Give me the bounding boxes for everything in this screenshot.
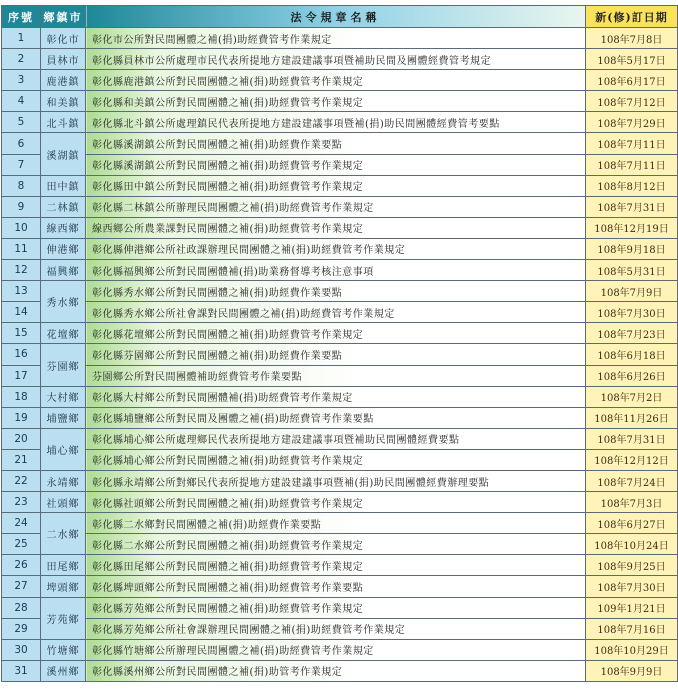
table-row (2, 534, 678, 555)
table-row (2, 597, 678, 618)
table-row (2, 660, 678, 681)
row-township: 永靖鄉 (41, 470, 86, 491)
row-township: 員林市 (41, 49, 86, 70)
table-row (2, 407, 678, 428)
row-revision-date: 108年7月31日 (586, 196, 678, 217)
row-revision-date: 108年10月29日 (586, 639, 678, 660)
row-serial: 23 (2, 492, 41, 513)
header-regulation-name: 法令規章名稱 (86, 6, 586, 28)
row-revision-date: 108年7月16日 (586, 618, 678, 639)
row-township: 二水鄉 (41, 513, 86, 555)
row-serial: 6 (2, 133, 41, 154)
row-regulation-name: 彰化縣福興鄉公所對民間團體補(捐)助業務督導考核注意事項 (86, 260, 586, 281)
row-serial: 27 (2, 576, 41, 597)
regulations-table (1, 5, 678, 682)
row-revision-date: 108年9月18日 (586, 238, 678, 259)
row-regulation-name: 彰化縣田中鎮公所對民間團體之補(捐)助經費管考作業規定 (86, 175, 586, 196)
row-revision-date: 108年11月26日 (586, 407, 678, 428)
row-serial: 3 (2, 70, 41, 91)
row-regulation-name: 彰化縣鹿港鎮公所對民間團體之補(捐)助經費管考作業規定 (86, 70, 586, 91)
row-revision-date: 108年7月30日 (586, 302, 678, 323)
row-serial: 14 (2, 302, 41, 323)
row-serial: 31 (2, 660, 41, 681)
table-row (2, 513, 678, 534)
row-township: 大村鄉 (41, 386, 86, 407)
table-row (2, 576, 678, 597)
row-regulation-name: 彰化縣二林鎮公所辦理民間團體之補(捐)助經費管考作業規定 (86, 196, 586, 217)
row-revision-date: 108年9月9日 (586, 660, 678, 681)
row-revision-date: 108年12月19日 (586, 217, 678, 238)
row-township: 田尾鄉 (41, 555, 86, 576)
header-row (2, 6, 678, 28)
row-regulation-name: 彰化縣溪湖鎮公所對民間團體之補(捐)助經費作業要點 (86, 133, 586, 154)
row-serial: 18 (2, 386, 41, 407)
row-township: 北斗鎮 (41, 112, 86, 133)
row-regulation-name: 線西鄉公所農業課對民間團體之補(捐)助經費管考作業規定 (86, 217, 586, 238)
table-row (2, 449, 678, 470)
row-revision-date: 108年7月11日 (586, 133, 678, 154)
row-serial: 4 (2, 91, 41, 112)
table-row (2, 49, 678, 70)
table-row (2, 323, 678, 344)
row-township: 福興鄉 (41, 260, 86, 281)
row-revision-date: 108年6月26日 (586, 365, 678, 386)
row-regulation-name: 彰化縣秀水鄉公所社會課對民間團體之補(捐)助經費管考作業規定 (86, 302, 586, 323)
row-serial: 25 (2, 534, 41, 555)
row-township: 田中鎮 (41, 175, 86, 196)
table-row (2, 238, 678, 259)
row-serial: 7 (2, 154, 41, 175)
row-township: 和美鎮 (41, 91, 86, 112)
row-serial: 16 (2, 344, 41, 365)
table-row (2, 639, 678, 660)
row-township: 竹塘鄉 (41, 639, 86, 660)
row-serial: 15 (2, 323, 41, 344)
row-regulation-name: 彰化縣芬園鄉公所對民間團體之補(捐)助經費作業要點 (86, 344, 586, 365)
row-township: 彰化市 (41, 28, 86, 49)
row-township: 二林鎮 (41, 196, 86, 217)
row-regulation-name: 彰化縣二水鄉對民間團體之補(捐)助經費作業要點 (86, 513, 586, 534)
row-township: 社頭鄉 (41, 492, 86, 513)
table-row (2, 70, 678, 91)
table-row (2, 154, 678, 175)
row-township: 溪湖鎮 (41, 133, 86, 175)
row-revision-date: 108年7月30日 (586, 576, 678, 597)
table-row (2, 217, 678, 238)
row-township: 溪州鄉 (41, 660, 86, 681)
table-row (2, 28, 678, 49)
row-regulation-name: 彰化縣竹塘鄉公所辦理民間團體之補(捐)助經費管考作業規定 (86, 639, 586, 660)
row-serial: 24 (2, 513, 41, 534)
row-revision-date: 108年7月11日 (586, 154, 678, 175)
table-row (2, 302, 678, 323)
row-serial: 30 (2, 639, 41, 660)
row-regulation-name: 彰化縣花壇鄉公所對民間團體之補(捐)助經費管考作業規定 (86, 323, 586, 344)
row-regulation-name: 彰化縣和美鎮公所對民間團體之補(捐)助經費管考作業規定 (86, 91, 586, 112)
row-serial: 28 (2, 597, 41, 618)
row-regulation-name: 彰化縣北斗鎮公所處理鎮民代表所提地方建設建議事項暨補(捐)助民間團體經費管考要點 (86, 112, 586, 133)
table-row (2, 196, 678, 217)
row-revision-date: 108年7月24日 (586, 470, 678, 491)
row-serial: 9 (2, 196, 41, 217)
table-row (2, 344, 678, 365)
row-regulation-name: 彰化縣社頭鄉公所對民間團體之補(捐)助經費管考作業規定 (86, 492, 586, 513)
row-township: 埤頭鄉 (41, 576, 86, 597)
row-township: 伸港鄉 (41, 238, 86, 259)
table-row (2, 91, 678, 112)
row-serial: 29 (2, 618, 41, 639)
row-revision-date: 108年5月31日 (586, 260, 678, 281)
row-serial: 12 (2, 260, 41, 281)
row-serial: 13 (2, 281, 41, 302)
row-regulation-name: 彰化縣田尾鄉公所對民間團體之補(捐)助經費管考作業規定 (86, 555, 586, 576)
row-serial: 8 (2, 175, 41, 196)
header-revision-date: 新(修)訂日期 (586, 6, 678, 28)
row-revision-date: 108年7月3日 (586, 492, 678, 513)
row-regulation-name: 彰化縣永靖鄉公所對鄉民代表所提地方建設建議事項暨補(捐)助民間團體經費辦理要點 (86, 470, 586, 491)
row-regulation-name: 彰化縣溪州鄉公所對民間團體之補(捐)助管考作業規定 (86, 660, 586, 681)
row-revision-date: 108年7月2日 (586, 386, 678, 407)
table-row (2, 386, 678, 407)
row-serial: 22 (2, 470, 41, 491)
row-revision-date: 108年7月9日 (586, 281, 678, 302)
row-township: 秀水鄉 (41, 281, 86, 323)
row-revision-date: 108年6月17日 (586, 70, 678, 91)
table-row (2, 175, 678, 196)
row-regulation-name: 彰化縣溪湖鎮公所對民間團體之補(捐)助經費管考作業規定 (86, 154, 586, 175)
row-serial: 10 (2, 217, 41, 238)
row-revision-date: 108年12月12日 (586, 449, 678, 470)
row-serial: 26 (2, 555, 41, 576)
row-regulation-name: 芬園鄉公所對民間團體補助經費管考作業要點 (86, 365, 586, 386)
table-row (2, 133, 678, 154)
row-serial: 20 (2, 428, 41, 449)
table-row (2, 555, 678, 576)
row-regulation-name: 彰化縣二水鄉公所對民間團體之補(捐)助經費管考作業規定 (86, 534, 586, 555)
row-serial: 21 (2, 449, 41, 470)
row-regulation-name: 彰化縣員林市公所處理市民代表所提地方建設建議事項暨補助民間及團體經費管考規定 (86, 49, 586, 70)
row-serial: 19 (2, 407, 41, 428)
row-revision-date: 108年7月29日 (586, 112, 678, 133)
row-regulation-name: 彰化縣伸港鄉公所社政課辦理民間團體之補(捐)助經費管考作業規定 (86, 238, 586, 259)
row-regulation-name: 彰化縣大村鄉公所對民間團體補(捐)助經費管考作業規定 (86, 386, 586, 407)
table-row (2, 112, 678, 133)
row-township: 線西鄉 (41, 217, 86, 238)
row-serial: 2 (2, 49, 41, 70)
row-serial: 11 (2, 238, 41, 259)
row-serial: 17 (2, 365, 41, 386)
table-row (2, 618, 678, 639)
table-row (2, 492, 678, 513)
table-row (2, 365, 678, 386)
row-township: 埔鹽鄉 (41, 407, 86, 428)
row-revision-date: 108年7月31日 (586, 428, 678, 449)
row-township: 芬園鄉 (41, 344, 86, 386)
row-township: 鹿港鎮 (41, 70, 86, 91)
table-row (2, 281, 678, 302)
row-revision-date: 108年7月23日 (586, 323, 678, 344)
header-township: 鄉鎮市 (41, 6, 86, 28)
row-regulation-name: 彰化縣芳苑鄉公所對民間團體之補(捐)助經費管考作業規定 (86, 597, 586, 618)
row-regulation-name: 彰化縣秀水鄉公所對民間團體之補(捐)助經費作業要點 (86, 281, 586, 302)
row-revision-date: 109年1月21日 (586, 597, 678, 618)
row-township: 埔心鄉 (41, 428, 86, 470)
row-revision-date: 108年9月25日 (586, 555, 678, 576)
row-revision-date: 108年10月24日 (586, 534, 678, 555)
row-regulation-name: 彰化縣埔心鄉公所處理鄉民代表所提地方建設建議事項暨補助民間團體經費要點 (86, 428, 586, 449)
table-row (2, 470, 678, 491)
table-body (2, 28, 678, 682)
row-serial: 1 (2, 28, 41, 49)
row-regulation-name: 彰化市公所對民間團體之補(捐)助經費管考作業規定 (86, 28, 586, 49)
row-revision-date: 108年7月12日 (586, 91, 678, 112)
row-serial: 5 (2, 112, 41, 133)
row-revision-date: 108年6月18日 (586, 344, 678, 365)
row-regulation-name: 彰化縣埔心鄉公所對民間團體之補(捐)助經費管考作業規定 (86, 449, 586, 470)
row-regulation-name: 彰化縣埔鹽鄉公所對民間及團體之補(捐)助經費管考作業要點 (86, 407, 586, 428)
table-row (2, 260, 678, 281)
row-revision-date: 108年7月8日 (586, 28, 678, 49)
table-row (2, 428, 678, 449)
row-revision-date: 108年6月27日 (586, 513, 678, 534)
row-regulation-name: 彰化縣埤頭鄉公所對民間團體之補(捐)助經費管考作業要點 (86, 576, 586, 597)
row-revision-date: 108年5月17日 (586, 49, 678, 70)
header-serial: 序號 (2, 6, 41, 28)
row-revision-date: 108年8月12日 (586, 175, 678, 196)
row-township: 芳苑鄉 (41, 597, 86, 639)
row-regulation-name: 彰化縣芳苑鄉公所社會課辦理民間團體之補(捐)助經費管考作業規定 (86, 618, 586, 639)
row-township: 花壇鄉 (41, 323, 86, 344)
